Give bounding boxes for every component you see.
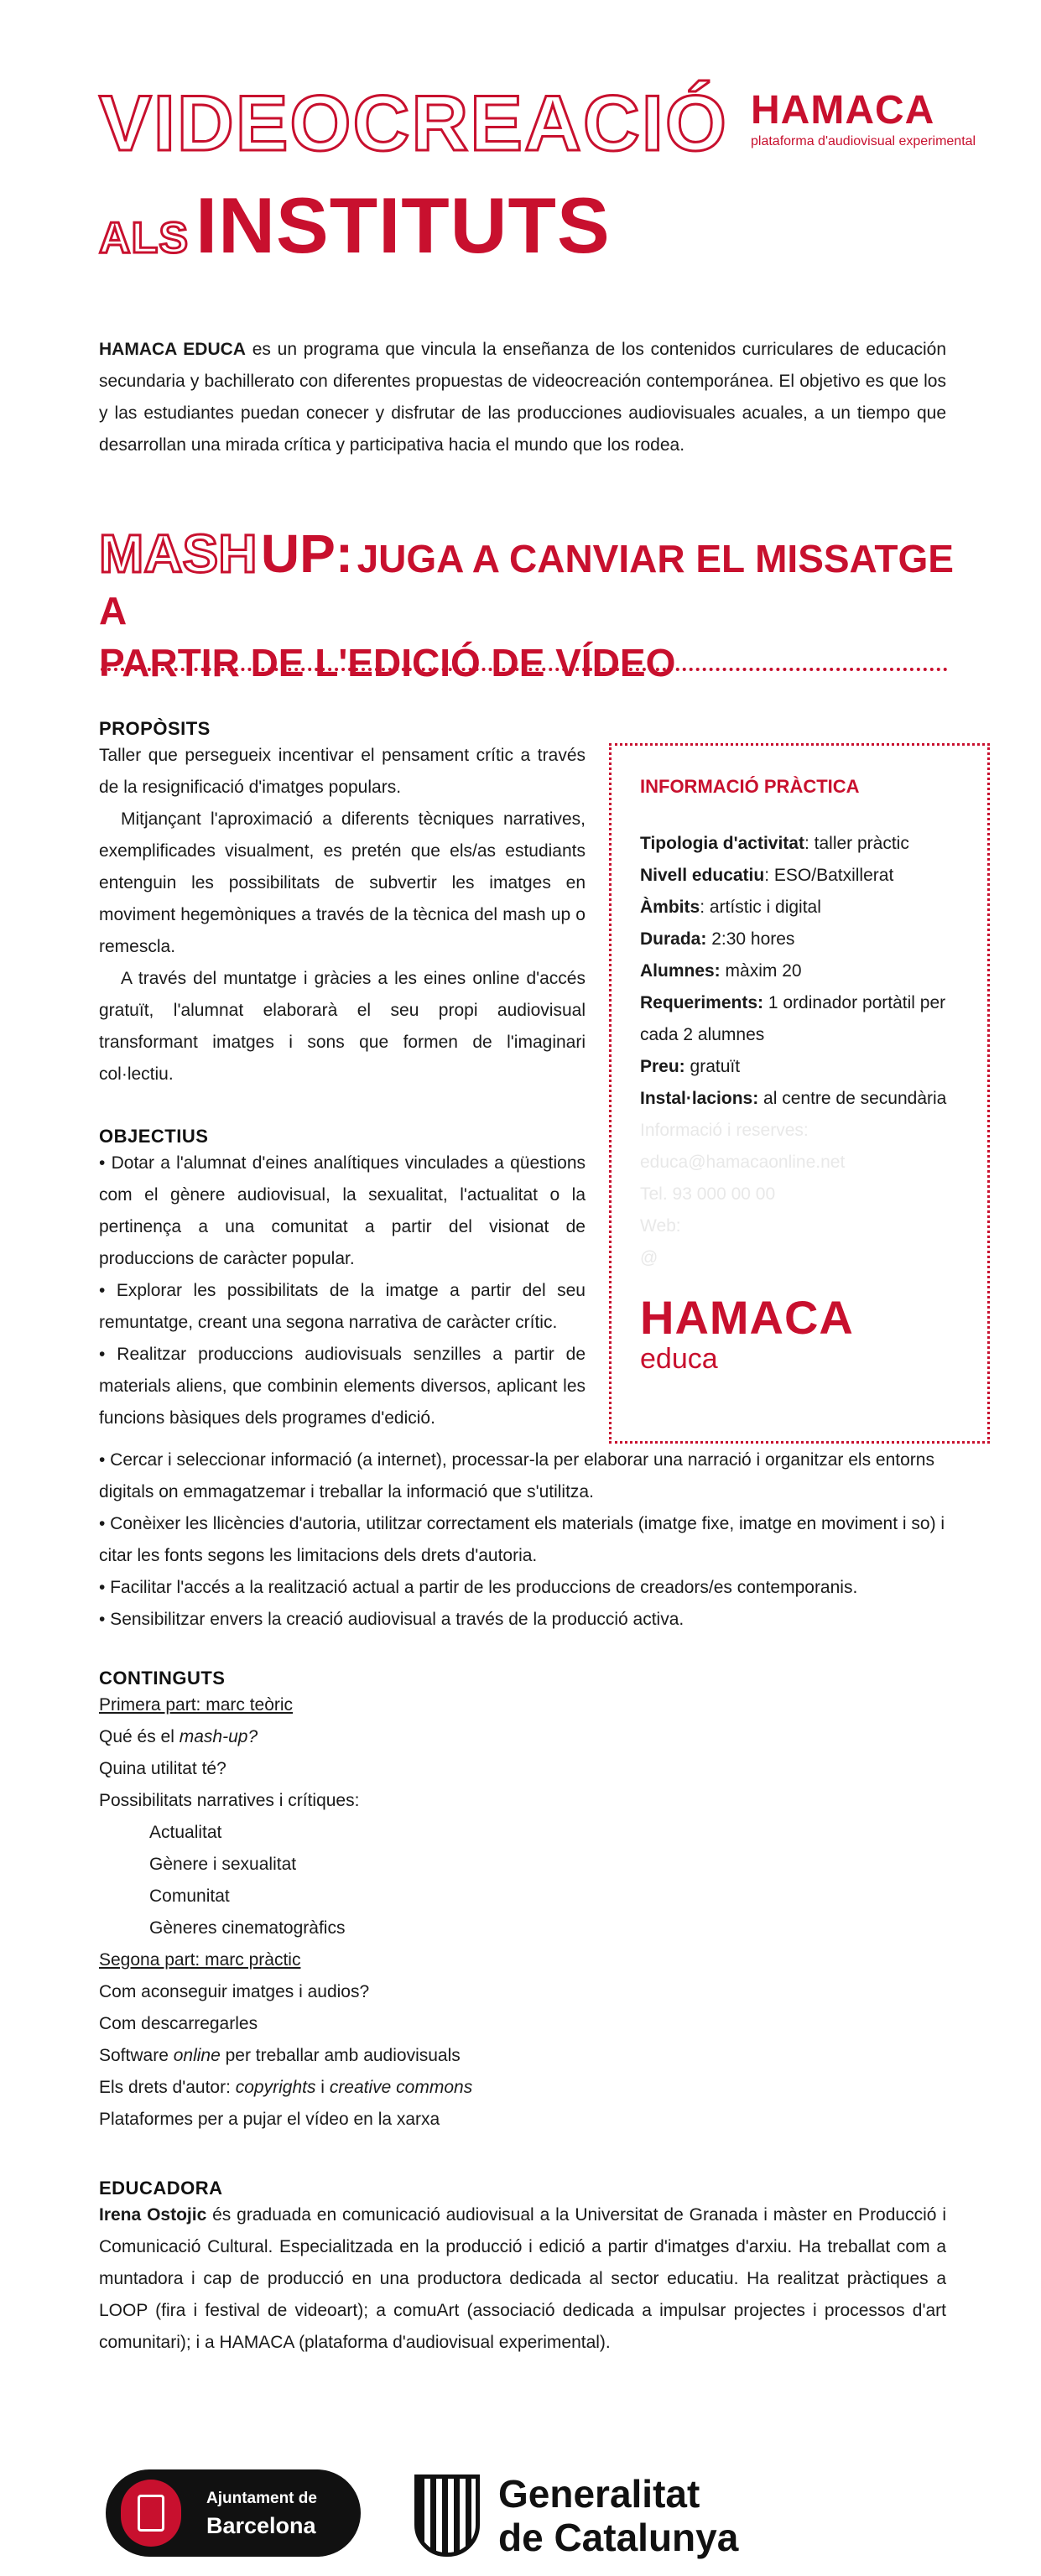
- info-value: gratuït: [684, 1057, 741, 1076]
- hamaca-educa-logo-sub: educa: [640, 1343, 718, 1375]
- info-label: Requeriments:: [640, 993, 764, 1012]
- educadora-name: Irena Ostojic: [99, 2205, 207, 2225]
- continguts-subitem: Gènere i sexualitat: [149, 1855, 297, 1874]
- senyera-shield-icon: [414, 2475, 480, 2557]
- info-value: 1 ordinador portàtil per cada 2 alumnes: [640, 993, 946, 1044]
- info-label: Tipologia d'activitat: [640, 834, 804, 853]
- continguts-italic: creative commons: [329, 2078, 473, 2097]
- info-label: Alumnes:: [640, 961, 721, 981]
- objectius-section-wide: [99, 1444, 946, 1636]
- continguts-item: Com aconseguir imatges i audios?: [99, 1982, 370, 2001]
- continguts-part-2: Segona part: marc pràctic: [99, 1950, 301, 1970]
- activity-title-line2: PARTIR DE L'EDICIÓ DE VÍDEO: [99, 640, 676, 684]
- info-label: Preu:: [640, 1057, 685, 1076]
- continguts-section: [99, 1668, 946, 2136]
- objectius-title: OBJECTIUS: [99, 1126, 209, 1147]
- objectiu-item: • Realitzar produccions audiovisuals senzilles a partir de materials aliens, que combinin elements diversos, aplicant les funcions bàsiques dels programes d'edició.: [99, 1345, 586, 1428]
- info-value: : ESO/Batxillerat: [764, 866, 894, 885]
- page-title-line2: [99, 181, 611, 269]
- generalitat-catalunya-logo: [414, 2471, 767, 2563]
- objectiu-item: • Conèixer les llicències d'autoria, utilitzar correctament els materials (imatge fixe, imatge en moviment i so) i citar les fonts segons les limitacions dels drets d'autoria.: [99, 1514, 945, 1565]
- info-row: [640, 955, 959, 987]
- info-value: : artístic i digital: [700, 898, 821, 917]
- intro-lead: HAMACA EDUCA: [99, 340, 246, 359]
- hamaca-educa-logo: [640, 1291, 959, 1376]
- info-value: : taller pràctic: [804, 834, 909, 853]
- continguts-list: [99, 1689, 946, 2136]
- continguts-part-1: Primera part: marc teòric: [99, 1695, 294, 1715]
- proposits-paragraph-2: Mitjançant l'aproximació a diferents tècniques narratives, exemplificades visualment, es pretén que els/as estudiants entenguin les possibilitats de subvertir les imatges en moviment hegemòniques a través de la tècnica del mash up o remescla.: [99, 809, 586, 956]
- continguts-italic: online: [173, 2046, 221, 2065]
- info-faint-line: Informació i reserves:: [640, 1121, 809, 1140]
- info-row: [640, 1083, 959, 1115]
- objectiu-item: • Sensibilitzar envers la creació audiovisual a través de la producció activa.: [99, 1610, 684, 1629]
- objectiu-item: • Cercar i seleccionar informació (a internet), processar-la per elaborar una narració i organitzar els entorns digitals on emmagatzemar i treballar la informació que s'utilitza.: [99, 1450, 934, 1501]
- continguts-item: Com descarregarles: [99, 2014, 258, 2033]
- title-als: ALS: [99, 214, 189, 263]
- educadora-bio: [99, 2199, 946, 2359]
- objectiu-item: • Explorar les possibilitats de la imatge a partir del seu remuntatge, creant una segona narrativa de caràcter crític.: [99, 1281, 586, 1332]
- info-faint-line: educa@hamacaonline.net: [640, 1153, 846, 1172]
- intro-text: es un programa que vincula la enseñanza de los contenidos curriculares de educación secundaria y bachillerato con diferentes propuestas de videocreación contemporánea. El objetivo es que los y las estudiantes puedan conecer y disfrutar de las producciones audiovisuales acuales, a un tiempo que desarrollan una mirada crítica y participativa hacia el mundo que los rodea.: [99, 340, 947, 455]
- objectius-section: [99, 1126, 586, 1434]
- continguts-subitem: Comunitat: [149, 1886, 230, 1906]
- ajuntament-barcelona-logo: [106, 2469, 361, 2557]
- generalitat-line1: Generalitat: [498, 2472, 700, 2516]
- proposits-paragraph-1: Taller que persegueix incentivar el pensament crític a través de la resignificació d'imatges populars.: [99, 746, 586, 797]
- continguts-item: [99, 1721, 946, 1753]
- continguts-item: [99, 2040, 946, 2072]
- activity-title-mash: MASH: [99, 523, 258, 584]
- continguts-italic: mash-up?: [179, 1727, 258, 1746]
- info-label: Nivell educatiu: [640, 866, 765, 885]
- title-instituts: INSTITUTS: [195, 181, 611, 269]
- info-value: màxim 20: [720, 961, 802, 981]
- continguts-item: Possibilitats narratives i crítiques:: [99, 1791, 360, 1810]
- info-faint-line: @: [640, 1248, 658, 1267]
- educadora-section: [99, 2178, 946, 2359]
- intro-paragraph: [99, 334, 946, 461]
- proposits-paragraph-3: A través del muntatge i gràcies a les eines online d'accés gratuït, l'alumnat elaborarà el seu propi audiovisual transformant imatges i sons que formen de l'imaginari col·lectiu.: [99, 969, 586, 1084]
- info-row: [640, 892, 959, 924]
- page-title-videocreacio: VIDEOCREACIÓ: [99, 79, 728, 167]
- continguts-text: Software: [99, 2046, 174, 2065]
- continguts-italic: copyrights: [235, 2078, 316, 2097]
- proposits-title: PROPÒSITS: [99, 718, 211, 739]
- continguts-title: CONTINGUTS: [99, 1668, 226, 1689]
- info-row: [640, 860, 959, 892]
- continguts-text: Qué és el: [99, 1727, 180, 1746]
- ajuntament-line2: Barcelona: [206, 2513, 316, 2538]
- continguts-subitem: Gèneres cinematogràfics: [149, 1918, 346, 1938]
- info-practica-box: [609, 743, 990, 1444]
- info-row: [640, 987, 959, 1051]
- proposits-section: [99, 718, 586, 1090]
- info-faint-line: Tel. 93 000 00 00: [640, 1184, 776, 1204]
- continguts-item: Plataformes per a pujar el vídeo en la xarxa: [99, 2110, 440, 2129]
- generalitat-line2: de Catalunya: [498, 2516, 739, 2559]
- activity-title-line1: JUGA A CANVIAR EL MISSATGE A: [99, 537, 954, 632]
- info-row: [640, 1051, 959, 1083]
- info-row: [640, 828, 959, 860]
- info-row: [640, 924, 959, 955]
- objectiu-item: • Dotar a l'alumnat d'eines analítiques vinculades a qüestions com el gènere audiovisual, la sexualitat, l'actualitat o la pertinença a una comunitat a partir del visionat de produccions de caràcter popular.: [99, 1153, 586, 1268]
- info-label: Àmbits: [640, 898, 700, 917]
- hamaca-logo-word: HAMACA: [751, 91, 986, 131]
- continguts-item: Quina utilitat té?: [99, 1759, 226, 1778]
- objectiu-item: • Facilitar l'accés a la realització actual a partir de les produccions de creadors/es contemporanis.: [99, 1578, 858, 1597]
- info-label: Durada:: [640, 929, 707, 949]
- activity-title: [99, 520, 963, 687]
- educadora-title: EDUCADORA: [99, 2178, 223, 2199]
- ajuntament-line1: Ajuntament de: [206, 2490, 317, 2507]
- barcelona-shield-icon: [121, 2480, 181, 2547]
- continguts-text: per treballar amb audiovisuals: [220, 2046, 461, 2065]
- info-label: Instal·lacions:: [640, 1089, 759, 1108]
- info-value: al centre de secundària: [758, 1089, 947, 1108]
- continguts-text: Els drets d'autor:: [99, 2078, 236, 2097]
- activity-title-up: UP:: [260, 523, 354, 584]
- hamaca-educa-logo-word: HAMACA: [640, 1291, 854, 1344]
- hamaca-logo-subtitle: plataforma d'audiovisual experimental: [751, 134, 976, 148]
- dotted-divider: [101, 668, 948, 671]
- educadora-text: és graduada en comunicació audiovisual a la Universitat de Granada i màster en Producció i Comunicació Cultural. Especialitzada en la producció i edició a partir d'imatges d'arxiu. Ha treballat com a muntadora i cap de producció en una productora dedicada al sector educatiu. Ha realitzat pràctiques a LOOP (fira i festival de videoart); a comuArt (associació dedicada a impulsar projectes i processos d'art comunitari); i a HAMACA (plataforma d'audiovisual experimental).: [99, 2205, 946, 2352]
- continguts-subitem: Actualitat: [149, 1823, 222, 1842]
- continguts-item: [99, 2072, 946, 2104]
- continguts-text: i: [315, 2078, 330, 2097]
- info-faint-line: Web:: [640, 1216, 681, 1236]
- hamaca-logo: [751, 88, 986, 149]
- info-practica-title: INFORMACIÓ PRÀCTICA: [640, 776, 860, 797]
- info-value: 2:30 hores: [706, 929, 795, 949]
